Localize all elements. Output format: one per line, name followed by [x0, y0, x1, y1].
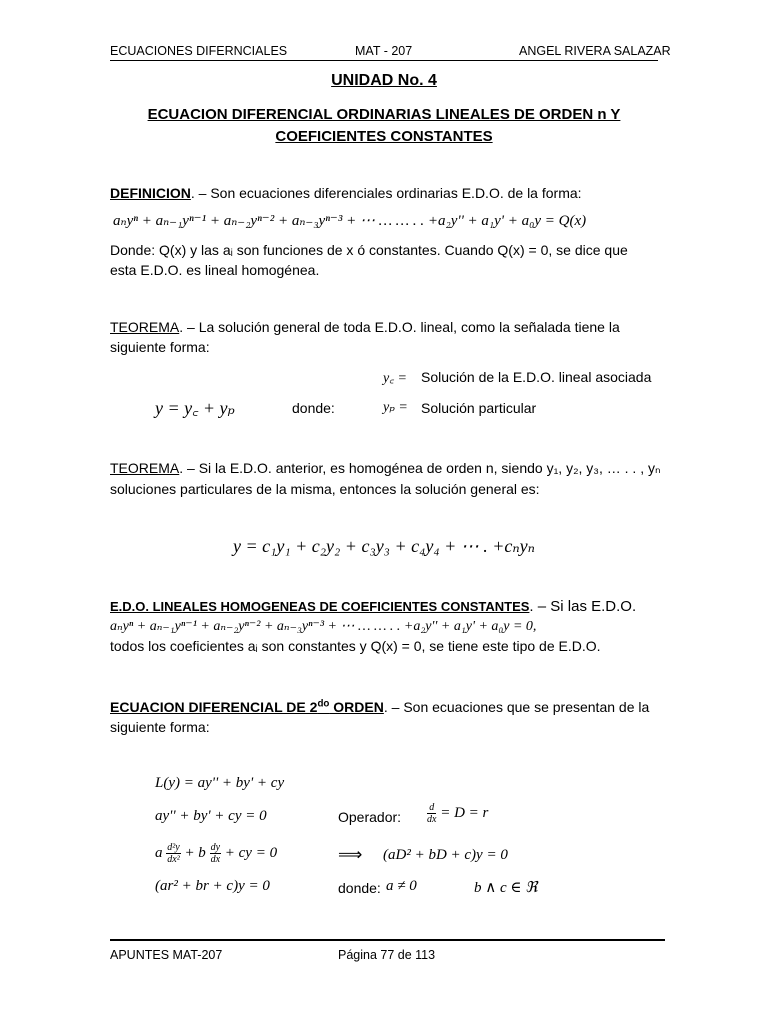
teorema2-paragraph: [110, 459, 661, 478]
segundo-orden-paragraph: [110, 698, 658, 717]
eq3-rest: + cy = 0: [224, 844, 278, 861]
operador-den: dx: [427, 814, 437, 825]
segundo-orden-label-pre: ECUACION DIFERENCIAL DE 2: [110, 699, 318, 715]
operador-label: Operador:: [338, 809, 402, 825]
edo-hom-paragraph: [110, 598, 636, 616]
eq3-den1: dx²: [167, 854, 180, 865]
teorema1-text-line2: siguiente forma:: [110, 339, 210, 355]
footer-rule: [110, 939, 665, 941]
teorema1-text-line1: . – La solución general de toda E.D.O. lineal, como la señalada tiene la: [179, 319, 620, 335]
general-solution-equation: y = y꜀ + yₚ: [155, 398, 235, 418]
yc-description: Solución de la E.D.O. lineal asociada: [421, 369, 652, 385]
yp-symbol: yₚ =: [383, 400, 408, 415]
eq3-num1: d²y: [167, 842, 180, 853]
yp-description: Solución particular: [421, 400, 537, 416]
teorema2-equation: y = c₁y₁ + c₂y₂ + c₃y₃ + c₄y₄ + ⋯ . +cₙyₙ: [233, 536, 535, 556]
yc-symbol: y꜀ =: [383, 371, 408, 386]
definicion-paragraph: [110, 184, 582, 203]
unit-title: UNIDAD No. 4: [331, 72, 437, 89]
segundo-orden-label-post: ORDEN: [329, 699, 384, 715]
operador-num: d: [427, 802, 436, 814]
definicion-donde-line1: Donde: Q(x) y las aᵢ son funciones de x ó constantes. Cuando Q(x) = 0, se dice que: [110, 242, 628, 258]
header-right: ANGEL RIVERA SALAZAR: [519, 44, 671, 58]
definicion-text: . – Son ecuaciones diferenciales ordinarias E.D.O. de la forma:: [190, 185, 582, 201]
edo-hom-text: todos los coeficientes aᵢ son constantes y Q(x) = 0, se tiene este tipo de E.D.O.: [110, 638, 601, 654]
header-center: MAT - 207: [355, 44, 413, 58]
edo-hom-tail: . – Si las E.D.O.: [529, 598, 637, 615]
definicion-label: DEFINICION: [110, 185, 191, 201]
eq-L-of-y: L(y) = ay'' + by' + cy: [155, 775, 285, 791]
teorema1-paragraph: [110, 318, 658, 337]
eq3-den2: dx: [210, 854, 221, 865]
header-left: ECUACIONES DIFERNCIALES: [110, 44, 288, 58]
eq-homogeneous-2nd: ay'' + by' + cy = 0: [155, 808, 267, 824]
header-rule: [110, 60, 658, 61]
edo-hom-label: E.D.O. LINEALES HOMOGENEAS DE COEFICIENTES CONSTANTES: [110, 599, 530, 614]
operador-expression: [427, 802, 488, 825]
eq-operator-form: (aD² + bD + c)y = 0: [383, 847, 508, 863]
implies-arrow: ⟹: [338, 845, 363, 865]
main-title-line1: ECUACION DIFERENCIAL ORDINARIAS LINEALES DE ORDEN n Y: [147, 106, 621, 123]
eq3-a: a: [155, 844, 163, 861]
teorema1-label: TEOREMA: [110, 319, 180, 335]
footer-left: APUNTES MAT-207: [110, 948, 223, 962]
condition-a-nonzero: a ≠ 0: [386, 878, 417, 894]
definicion-equation: aₙyⁿ + aₙ₋₁yⁿ⁻¹ + aₙ₋₂yⁿ⁻² + aₙ₋₃yⁿ⁻³ + ⋯ … … . . +a₂y'' + a₁y' + a₀y = Q(x): [113, 213, 587, 229]
teorema2-label: TEOREMA: [110, 460, 180, 476]
definicion-donde-line2: esta E.D.O. es lineal homogénea.: [110, 262, 320, 278]
condition-donde-label: donde:: [338, 880, 381, 896]
eq-derivative-form: [155, 842, 277, 865]
teorema1-donde: donde:: [292, 400, 335, 416]
eq3-b: + b: [184, 844, 206, 861]
segundo-orden-label-sup: do: [317, 698, 330, 710]
segundo-orden-text-line2: siguiente forma:: [110, 719, 210, 735]
eq-characteristic: (ar² + br + c)y = 0: [155, 878, 270, 894]
segundo-orden-text-line1: . – Son ecuaciones que se presentan de la: [383, 699, 650, 715]
footer-page-number: Página 77 de 113: [338, 948, 436, 962]
operador-rest: = D = r: [440, 804, 489, 821]
edo-hom-equation: aₙyⁿ + aₙ₋₁yⁿ⁻¹ + aₙ₋₂yⁿ⁻² + aₙ₋₃yⁿ⁻³ + ⋯ … … . . +a₂y'' + a₁y' + a₀y = 0,: [110, 619, 537, 634]
eq3-num2: dy: [210, 842, 221, 853]
teorema2-text-line1: . – Si la E.D.O. anterior, es homogénea de orden n, siendo y₁, y₂, y₃, … . . , yₙ: [179, 460, 661, 476]
condition-b-c-real: b ∧ c ∈ ℜ: [474, 880, 538, 896]
teorema2-text-line2: soluciones particulares de la misma, entonces la solución general es:: [110, 481, 540, 497]
main-title-line2: COEFICIENTES CONSTANTES: [275, 128, 493, 145]
